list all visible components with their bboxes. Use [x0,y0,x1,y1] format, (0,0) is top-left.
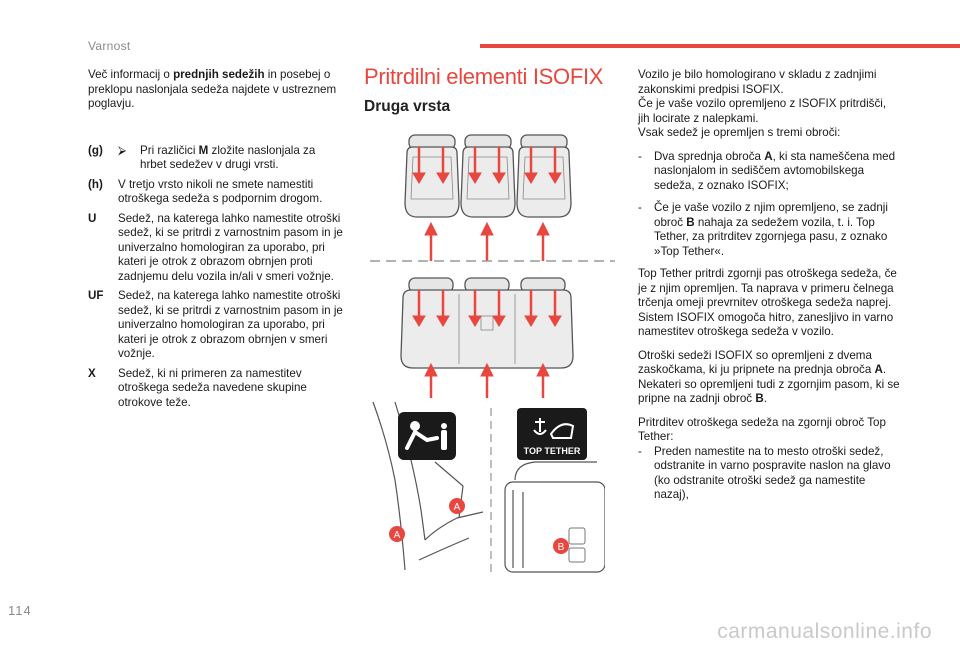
top-tether-badge-label: TOP TETHER [523,446,581,456]
seat-center [461,135,515,217]
seats-diagram-bottom [395,270,580,400]
marker-a-upper-label: A [453,502,461,513]
header-accent-bar [480,44,960,48]
marker-a-lower-label: A [393,530,401,541]
left-column [88,68,343,415]
tether-instructions: Pritrditev otroškega sedeža na zgornji obroč Top Tether: [638,415,886,443]
seat-right [517,135,571,217]
intro-paragraph: Več informacij o prednjih sedežih in posebej o preklopu naslonjala sedeža najdete v ustreznem poglavju. [88,68,337,110]
ring-item-a: - Dva sprednja obroča A, ki sta nameščena med naslonjalom in sediščem avtomobilskega sedeža, z oznako ISOFIX; [638,149,896,192]
definition-h: (h) V tretjo vrsto nikoli ne smete namestiti otroškega sedeža s podpornim drogom. [88,177,323,205]
right-column [638,68,900,503]
ring-item-b: - Če je vaše vozilo z njim opremljeno, se zadnji obroč B nahaja za sedežem vozila, t. i. Top Tether, za pritrditev zgornjega pasu, z oznako »Top Tether«. [638,201,888,258]
section-label: Varnost [88,39,131,53]
definition-u: U Sedež, na katerega lahko namestite otroški sedež, ki se pritrdi z varnostnim pasom in je univerzalno homologiran za uporabo, pri kateri je otrok z obrazom obrnjen proti zadnjemu delu vozila in/ali v smeri vožnje. [88,211,343,283]
seat-left [405,135,459,217]
definition-uf: UF Sedež, na katerega lahko namestite otroški sedež, ki se pritrdi z varnostnim pasom in je univerzalno homologiran za uporabo, pri kateri je otrok z obrazom obrnjen v smeri vožnje. [88,289,343,360]
homologation-paragraph: Vozilo je bilo homologirano v skladu z zadnjimi zakonskimi predpisi ISOFIX. Če je vaše vozilo opremljeno z ISOFIX pritrdišči, jih locirate z nalepkami. Vsak sedež je opremljen s tremi obroči: [638,68,887,139]
section-subtitle: Druga vrsta [364,98,451,115]
dashed-divider [370,259,615,263]
latches-paragraph: Otroški sedeži ISOFIX so opremljeni z dvema zaskočkama, ki ju pripnete na prednja obroča A. Nekateri so opremljeni tudi z zgornjim pasom, ki se pripne na zadnji obroč B. [638,348,900,405]
section-title: Pritrdilni elementi ISOFIX [364,64,604,89]
tether-step-1: - Preden namestite na to mesto otroški sedež, odstranite in varno pospravite naslon na glavo (ko odstranite otroški sedež ga namestite nazaj), [638,444,891,501]
isofix-logo-icon [398,412,456,460]
definition-g: (g) ⮚ Pri različici M zložite naslonjala za hrbet sedežev v drugi vrsti. [88,143,316,171]
definition-x: X Sedež, ki ni primeren za namestitev otroškega sedeža navedene skupine otrokove teže. [88,366,307,409]
seats-diagram-top [395,125,580,265]
marker-b-label: B [557,542,565,553]
top-tether-sticker-icon [569,528,585,562]
top-tether-paragraph: Top Tether pritrdi zgornji pas otroškega sedeža, če je z njim opremljen. Ta naprava v primeru čelnega trčenja omeji prevrnitev otroškega sedeža naprej. Sistem ISOFIX omogoča hitro, zanesljivo in varno namestitev otroškega sedeža v vozilo. [638,267,897,338]
anchor-detail-illustration [365,400,605,575]
page-number: 114 [8,603,32,618]
bullet-icon: ⮚ [118,143,127,157]
watermark: carmanualsonline.info [717,620,932,643]
